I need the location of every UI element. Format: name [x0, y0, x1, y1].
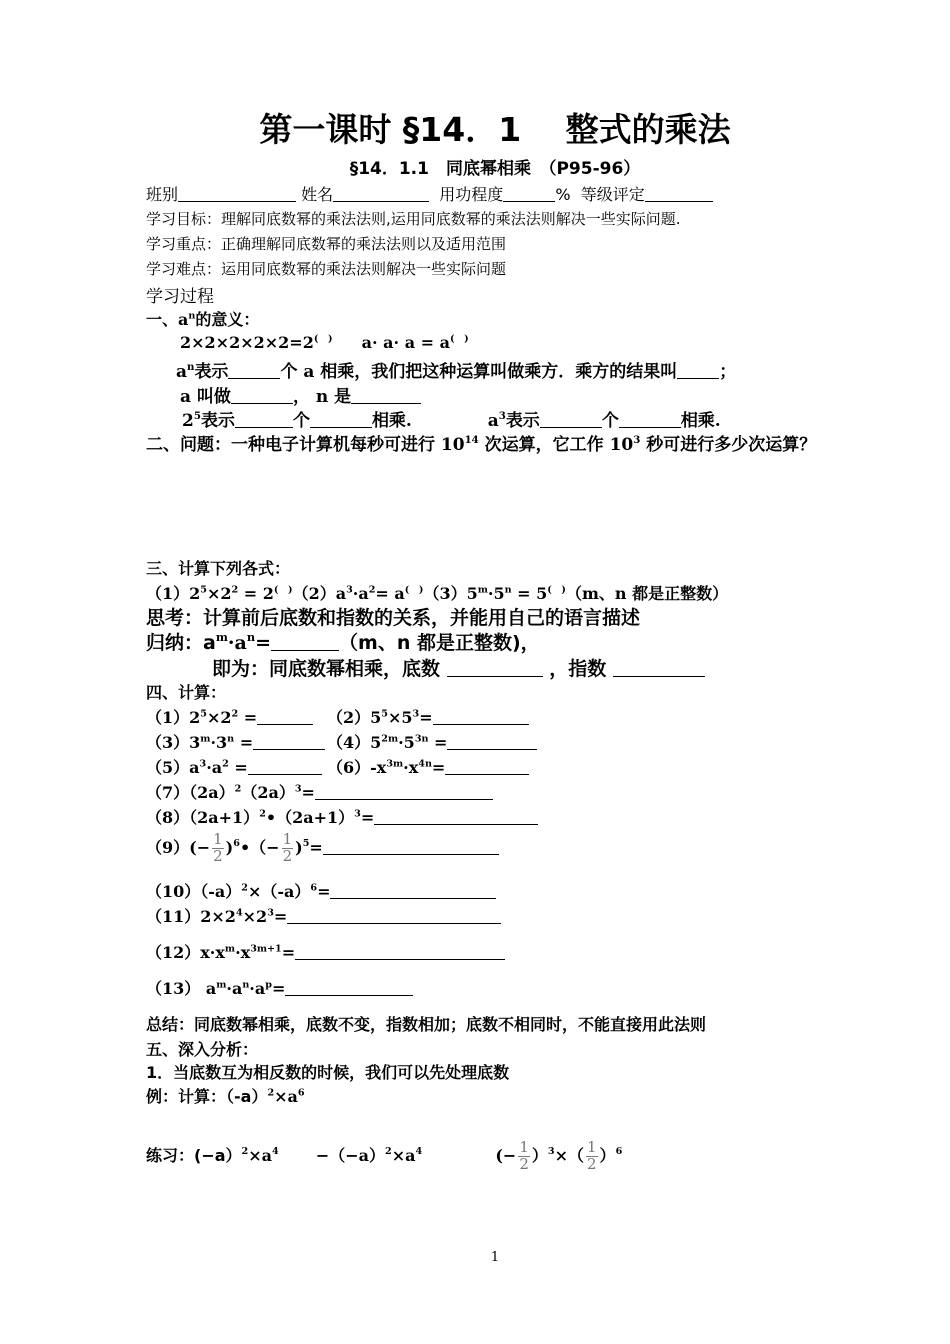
blank-rule-result[interactable] — [271, 631, 339, 651]
learning-focus: 学习重点：正确理解同底数幂的乘法法则以及适用范围 — [146, 235, 507, 253]
class-blank[interactable] — [178, 185, 296, 202]
answer-blank[interactable] — [374, 808, 538, 825]
exercise-3: $(3)3^m\cdot 3^n$ = — [146, 730, 325, 753]
learning-goal: 学习目标：理解同底数幂的乘法法则,运用同底数幂的乘法法则解决一些实际问题. — [146, 210, 681, 228]
answer-blank[interactable] — [287, 907, 501, 924]
section3-exercises: $(1)2^5\times 2^2 = 2^{( )}(2)a^3\cdot a^2= a^{( )}(3)5^m\cdot 5^n = 5^{( )}(m$、n 都是正整数） — [146, 584, 729, 603]
section2-problem: 二、问题：一种电子计算机每秒可进行 $10^{14}$ 次运算，它工作 $10^3$ 秒可进行多少次运算？ — [146, 433, 817, 455]
effort-label: 用功程度 — [439, 185, 504, 204]
section4-heading: 四、计算： — [146, 683, 227, 702]
fraction-one-half: $\frac{1}{2}$ — [519, 1138, 529, 1173]
blank-base-rule[interactable] — [447, 657, 543, 677]
exercise-11: $(11)2\times 2^4\times 2^3=$ — [146, 904, 501, 927]
rule-statement: 即为：同底数幂相乘，底数 ，指数 — [212, 654, 705, 681]
fraction-one-half: $\frac{1}{2}$ — [587, 1138, 597, 1173]
name-label: 姓名 — [301, 185, 334, 204]
exercise-4: $(4)5^{2m}\cdot 5^{3n}$ = — [327, 730, 537, 753]
section5-heading: 五、深入分析： — [146, 1040, 259, 1059]
effort-blank[interactable] — [503, 185, 555, 202]
blank-2-5-base[interactable] — [310, 410, 372, 428]
blank-a-name[interactable] — [231, 386, 293, 404]
section1-line2: a 叫做 ， n 是 — [180, 382, 421, 407]
exercise-5: $(5)a^3\cdot a^2$ = — [146, 755, 322, 778]
answer-blank[interactable] — [248, 758, 322, 775]
exercise-1: $(1)2^5\times 2^2$ = — [146, 705, 313, 728]
section1-equations: 2×2×2×2×2=2( ) a· a· a = a( ) — [180, 333, 469, 352]
process-heading: 学习过程 — [146, 287, 214, 307]
section-summary: 总结：同底数幂相乘，底数不变，指数相加；底数不相同时，不能直接用此法则 — [146, 1015, 707, 1034]
exercise-13: （13） $a^m\cdot a^n\cdot a^p=$ — [146, 976, 413, 999]
answer-blank[interactable] — [447, 733, 537, 750]
answer-blank[interactable] — [315, 783, 493, 800]
student-info-row — [146, 182, 713, 205]
answer-blank[interactable] — [257, 708, 313, 725]
blank-2-5-count[interactable] — [235, 410, 293, 428]
exercise-8: $(8)(2a+1)^2•(2a+1)^3=$ — [146, 805, 538, 828]
blank-a-3-count[interactable] — [540, 410, 602, 428]
section1-heading: 一、$a^n$的意义： — [146, 310, 260, 329]
think-prompt: 思考：计算前后底数和指数的关系，并能用自己的语言描述 — [146, 607, 641, 629]
answer-blank[interactable] — [445, 758, 529, 775]
section3-heading: 三、计算下列各式： — [146, 559, 291, 578]
page-number: 1 — [490, 1250, 500, 1265]
name-blank[interactable] — [333, 185, 429, 202]
percent-sign: % — [555, 185, 571, 204]
example-problem: 例：计算：$(-a)^2\times a^6$ — [146, 1087, 305, 1106]
practice-problems: 练习：$(-a)^2\times a^4 -(-a)^2\times a^4$ (− $\frac{1}{2}$ ）$^3$×（ $\frac{1}{2}$ ）$^6$ — [146, 1138, 623, 1173]
fraction-one-half: $\frac{1}{2}$ — [213, 830, 223, 865]
exercise-2: $(2)5^5\times 5^3=$ — [327, 705, 529, 728]
grade-label: 等级评定 — [580, 185, 645, 204]
blank-exponent-rule[interactable] — [613, 657, 705, 677]
page-title: 第一课时 §14．1 整式的乘法 — [259, 110, 731, 149]
exercise-7: $(7)(2a)^2(2a)^3=$ — [146, 780, 493, 803]
answer-blank[interactable] — [285, 979, 413, 996]
learning-difficulty: 学习难点：运用同底数幂的乘法法则解决一些实际问题 — [146, 260, 507, 278]
blank-n-name[interactable] — [351, 386, 421, 404]
answer-blank[interactable] — [323, 838, 499, 855]
section1-line3: $2^5$表示 个 相乘. $a^3$表示 个 相乘. — [182, 409, 721, 431]
lesson-subtitle: §14．1.1 同底幂相乘 （P95-96） — [349, 159, 641, 179]
exercise-12: $(12)x\cdot x^m\cdot x^{3m+1}=$ — [146, 940, 505, 963]
blank-a-3-base[interactable] — [619, 410, 681, 428]
answer-blank[interactable] — [295, 943, 505, 960]
grade-blank[interactable] — [645, 185, 713, 202]
class-label: 班别 — [146, 185, 179, 204]
section1-line1: $a^n$表示 个 a 相乘，我们把这种运算叫做乘方．乘方的结果叫 ； — [176, 360, 737, 382]
exercise-10: $(10)(-a)^2\times(-a)^6=$ — [146, 879, 496, 902]
fraction-one-half: $\frac{1}{2}$ — [282, 830, 293, 865]
answer-blank[interactable] — [433, 708, 529, 725]
exercise-6: $(6)-x^{3m}\cdot x^{4n}=$ — [327, 755, 529, 778]
exercise-9: （9）(− $\frac{1}{2}$ )$^6$•（− $\frac{1}{2}$ )$^5$= — [146, 832, 499, 865]
answer-blank[interactable] — [330, 882, 496, 899]
answer-blank[interactable] — [253, 733, 325, 750]
blank-times[interactable] — [228, 361, 280, 379]
blank-power-result[interactable] — [677, 361, 719, 379]
section5-item1: 1．当底数互为相反数的时候，我们可以先处理底数 — [146, 1063, 510, 1082]
summary-rule: 归纳：$a^m\cdot a^n= (m$、n 都是正整数)， — [146, 630, 540, 654]
